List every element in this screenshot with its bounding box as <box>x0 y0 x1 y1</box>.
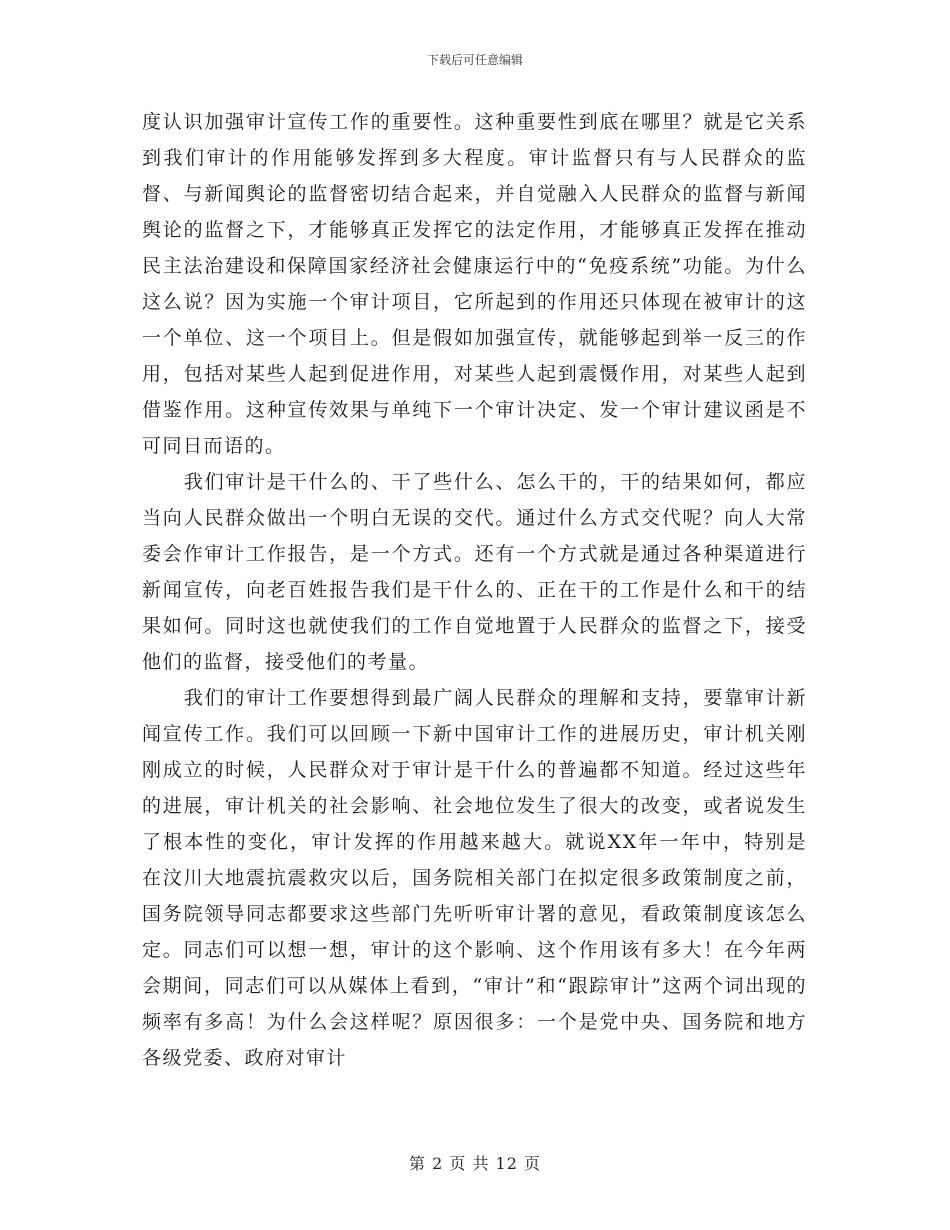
paragraph-1: 度认识加强审计宣传工作的重要性。这种重要性到底在哪里？就是它关系到我们审计的作用能够发挥到多大程度。审计监督只有与人民群众的监督、与新闻舆论的监督密切结合起来，并自觉融入人民群众的监督与新闻舆论的监督之下，才能够真正发挥它的法定作用，才能够真正发挥在推动民主法治建设和保障国家经济社会健康运行中的“免疫系统”功能。为什么这么说？因为实施一个审计项目，它所起到的作用还只体现在被审计的这一个单位、这一个项目上。但是假如加强宣传，就能够起到举一反三的作用，包括对某些人起到促进作用，对某些人起到震慑作用，对某些人起到借鉴作用。这种宣传效果与单纯下一个审计决定、发一个审计建议函是不可同日而语的。 <box>142 111 807 457</box>
paragraph-2: 我们审计是干什么的、干了些什么、怎么干的，干的结果如何，都应当向人民群众做出一个明白无误的交代。通过什么方式交代呢？向人大常委会作审计工作报告，是一个方式。还有一个方式就是通过各种渠道进行新闻宣传，向老百姓报告我们是干什么的、正在干的工作是什么和干的结果如何。同时这也就使我们的工作自觉地置于人民群众的监督之下，接受他们的监督，接受他们的考量。 <box>142 471 807 673</box>
document-body <box>142 104 807 1076</box>
paragraph-3: 我们的审计工作要想得到最广阔人民群众的理解和支持，要靠审计新闻宣传工作。我们可以回顾一下新中国审计工作的进展历史，审计机关刚刚成立的时候，人民群众对于审计是干什么的普遍都不知道。经过这些年的进展，审计机关的社会影响、社会地位发生了很大的改变，或者说发生了根本性的变化，审计发挥的作用越来越大。就说XX年一年中，特别是在汶川大地震抗震救灾以后，国务院相关部门在拟定很多政策制度之前，国务院领导同志都要求这些部门先听听审计署的意见，看政策制度该怎么定。同志们可以想一想，审计的这个影响、这个作用该有多大！在今年两会期间，同志们可以从媒体上看到，“审计”和“跟踪审计”这两个词出现的频率有多高！为什么会这样呢？原因很多：一个是党中央、国务院和地方各级党委、政府对审计 <box>142 687 807 1069</box>
page-header-note: 下载后可任意编辑 <box>426 53 523 67</box>
page-number: 第 2 页 共 12 页 <box>409 1154 541 1173</box>
